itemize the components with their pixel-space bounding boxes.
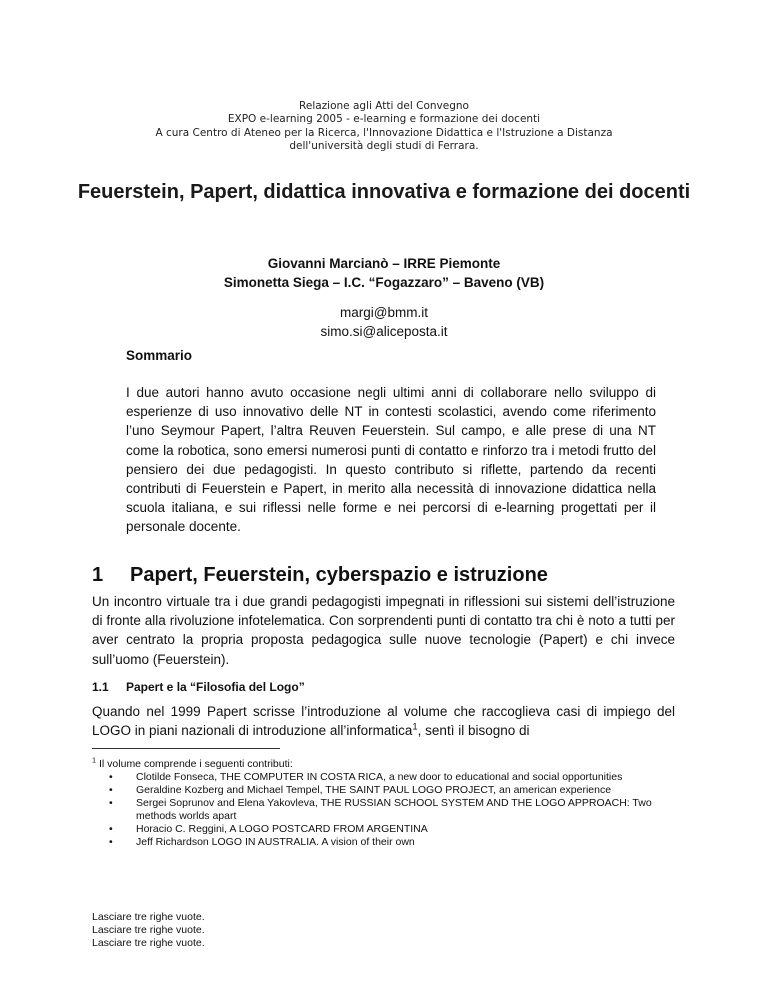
footnote-intro xyxy=(92,755,675,771)
list-item xyxy=(92,823,675,836)
footnote-reference[interactable]: 1 xyxy=(412,721,418,733)
footnote-intro-text: Il volume comprende i seguenti contributi: xyxy=(96,758,293,770)
bullet-icon: • xyxy=(109,823,113,835)
note-line: Lasciare tre righe vuote. xyxy=(92,937,205,949)
section-number: 1 xyxy=(92,564,104,586)
footnote-list xyxy=(92,771,675,849)
bullet-icon: • xyxy=(109,836,113,848)
section-heading xyxy=(92,563,548,587)
list-item xyxy=(92,771,675,784)
bullet-icon: • xyxy=(109,771,113,783)
subsection-title: Papert e la “Filosofia del Logo” xyxy=(126,680,305,694)
bullet-icon: • xyxy=(109,797,113,809)
email-list xyxy=(0,303,768,341)
list-item-text: Clotilde Fonseca, THE COMPUTER IN COSTA RICA, a new door to educational and social opportunities xyxy=(136,771,623,783)
header-line: A cura Centro di Ateneo per la Ricerca, l'Innovazione Didattica e l'Istruzione a Distanza xyxy=(155,126,613,139)
list-item xyxy=(92,836,675,849)
list-item xyxy=(92,784,675,797)
footnote-divider xyxy=(92,748,280,749)
note-line: Lasciare tre righe vuote. xyxy=(92,911,205,923)
header-line: Relazione agli Atti del Convegno xyxy=(299,100,469,112)
bottom-notes xyxy=(92,911,205,950)
author-line: Simonetta Siega – I.C. “Fogazzaro” – Baveno (VB) xyxy=(223,275,545,290)
list-item-text: Geraldine Kozberg and Michael Tempel, THE SAINT PAUL LOGO PROJECT, an american experience xyxy=(136,784,612,796)
paragraph-text: Quando nel 1999 Papert scrisse l’introduzione al volume che raccoglieva casi di impiego del LOGO in piani nazionali di introduzione all’informatica xyxy=(92,704,675,739)
abstract-heading: Sommario xyxy=(126,348,193,363)
note-line: Lasciare tre righe vuote. xyxy=(92,924,205,936)
header-line: EXPO e-learning 2005 - e-learning e formazione dei docenti xyxy=(227,113,541,126)
list-item-text: Sergei Soprunov and Elena Yakovleva, THE RUSSIAN SCHOOL SYSTEM AND THE LOGO APPROACH: Two methods worlds apart xyxy=(136,797,652,822)
footnote-mark: 1 xyxy=(92,755,97,765)
email-address: simo.si@aliceposta.it xyxy=(320,324,448,339)
email-address: margi@bmm.it xyxy=(340,305,428,320)
list-item xyxy=(92,797,675,823)
list-item-text: Horacio C. Reggini, A LOGO POSTCARD FROM ARGENTINA xyxy=(136,823,428,835)
bullet-icon: • xyxy=(109,784,113,796)
author-line: Giovanni Marcianò – IRRE Piemonte xyxy=(267,256,501,271)
paragraph-text: , sentì il bisogno di xyxy=(417,723,530,739)
subsection-heading xyxy=(92,679,305,695)
subsection-paragraph xyxy=(92,702,675,740)
section-paragraph: Un incontro virtuale tra i due grandi pedagogisti impegnati in riflessioni sui sistemi dell’istruzione di fronte alla rivoluzione infotelematica. Con sorprendenti punti di contatto tra chi è noto a tutti per aver centrato la propria proposta pedagogica sulle nuove tecnologie (Papert) e chi invece sull’uomo (Feuerstein). xyxy=(92,594,675,667)
conference-header xyxy=(0,100,768,154)
paper-title: Feuerstein, Papert, didattica innovativa e formazione dei docenti xyxy=(77,181,691,203)
subsection-number: 1.1 xyxy=(92,680,109,694)
footnote xyxy=(92,755,675,849)
header-line: dell'università degli studi di Ferrara. xyxy=(289,140,479,153)
section-title: Papert, Feuerstein, cyberspazio e istruzione xyxy=(130,564,548,586)
abstract-text: I due autori hanno avuto occasione negli ultimi anni di collaborare nello sviluppo di esperienze di uso innovativo delle NT in contesti scolastici, avendo come riferimento l’uno Seymour Papert, l’altra Reuven Feuerstein. Sul campo, e alle prese di una NT come la robotica, sono emersi numerosi punti di contatto e rinforzo tra i metodi frutto del pensiero dei due pedagogisti. In questo contributo si riflette, partendo da recenti contributi di Feuerstein e Papert, in merito alla necessità di innovazione didattica nella scuola italiana, e sui riflessi nelle forme e nei percorsi di e-learning progettati per il personale docente. xyxy=(126,385,656,535)
list-item-text: Jeff Richardson LOGO IN AUSTRALIA. A vision of their own xyxy=(136,836,415,848)
author-list xyxy=(0,254,768,292)
